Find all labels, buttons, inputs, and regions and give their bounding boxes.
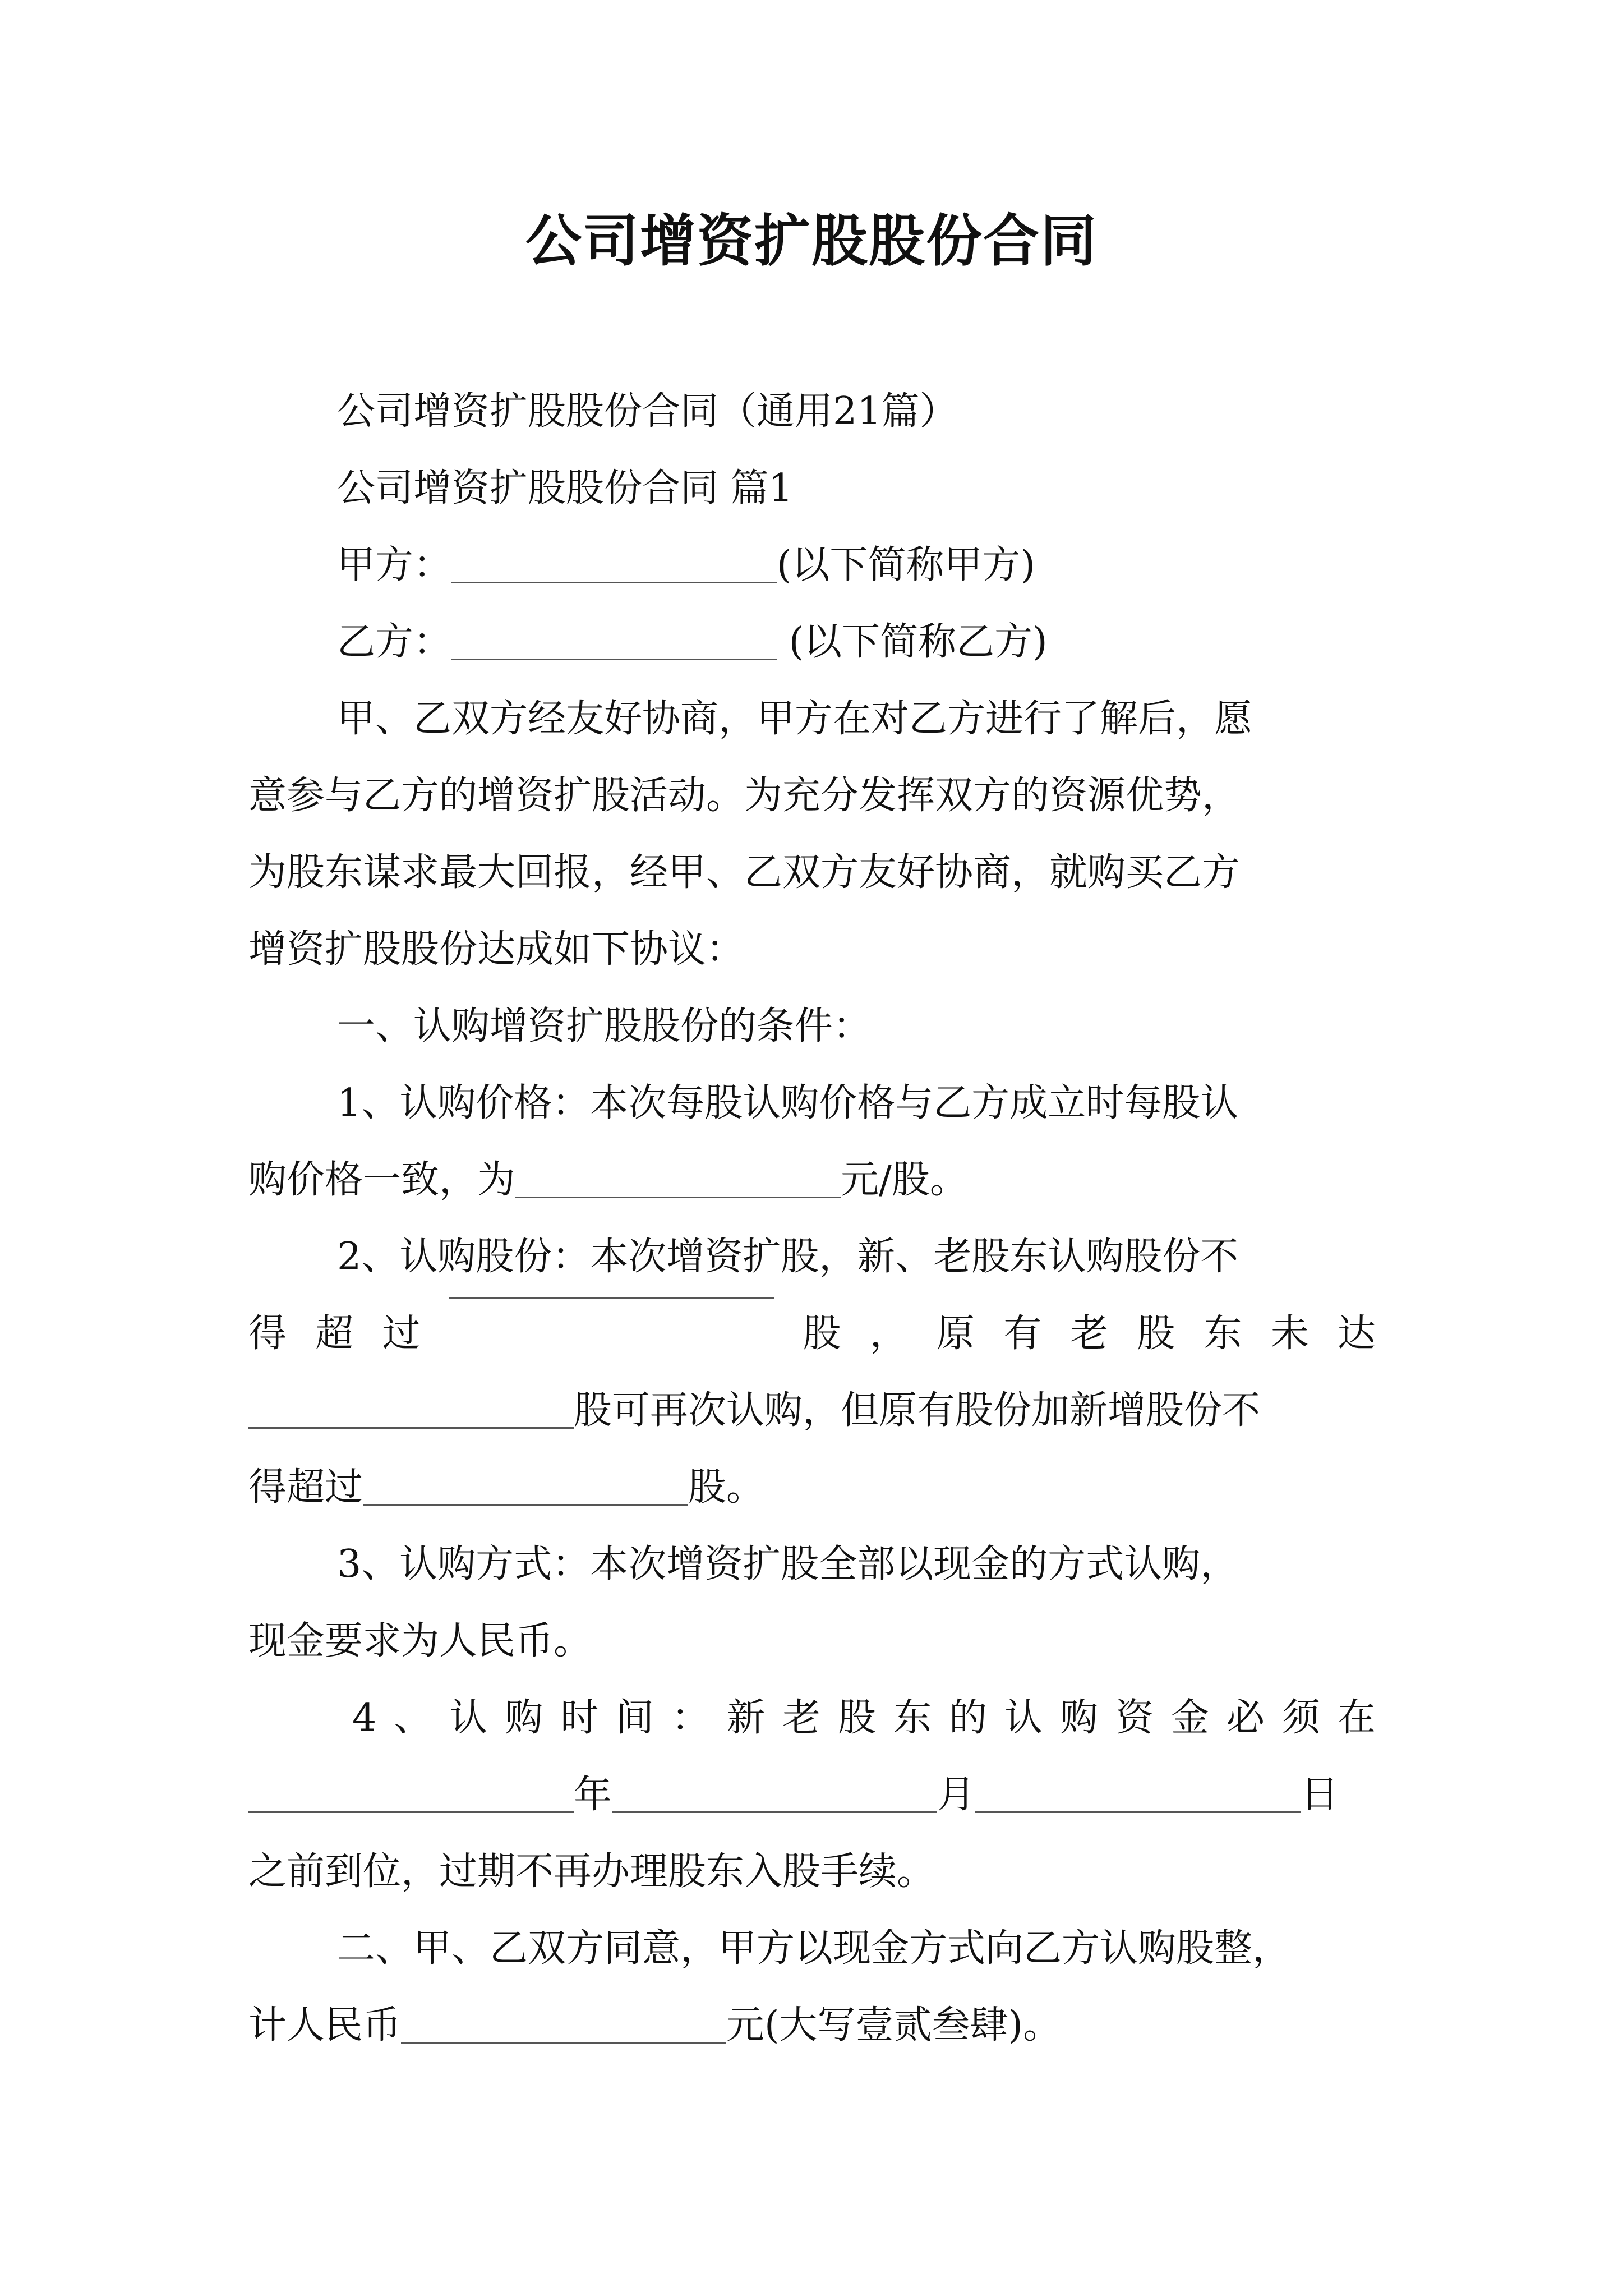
justified-char: 达 <box>1337 1312 1376 1356</box>
justified-char: 原 <box>936 1312 975 1356</box>
shares-total-label: 得超过 <box>248 1465 363 1510</box>
day-blank <box>975 1809 1301 1813</box>
party-b-note: (以下简称乙方) <box>777 620 1048 664</box>
price-line <box>248 1142 1376 1218</box>
paragraph-line: 为股东谋求最大回报，经甲、乙双方友好协商，就购买乙方 <box>248 850 1241 895</box>
shares-repurchase-text: 股可再次认购，但原有股份加新增股份不 <box>574 1388 1261 1433</box>
justified-char: 时 <box>560 1696 599 1740</box>
day-label: 日 <box>1301 1773 1339 1817</box>
paragraph-line: 二、甲、乙双方同意，甲方以现金方式向乙方认购股整， <box>337 1926 1291 1971</box>
paragraph-line: 意参与乙方的增资扩股活动。为充分发挥双方的资源优势， <box>248 774 1241 818</box>
justified-char: 新 <box>727 1696 766 1740</box>
year-blank <box>248 1809 574 1813</box>
amount-text: 元(大写壹贰叁肆)。 <box>726 2003 1062 2047</box>
shares-total-unit: 股。 <box>688 1465 765 1510</box>
amount-label: 计人民币 <box>248 2003 402 2047</box>
party-b-blank <box>451 656 777 660</box>
shares-limit-blank <box>449 1295 774 1299</box>
justified-char: 购 <box>1060 1696 1099 1740</box>
justified-char: 东 <box>1204 1312 1242 1356</box>
shares-limit-line <box>248 1295 1376 1372</box>
party-a-label: 甲方： <box>337 543 452 587</box>
justified-char: 须 <box>1281 1696 1320 1740</box>
justified-char: 股 <box>803 1312 841 1356</box>
paragraph-line: 2、认购股份：本次增资扩股，新、老股东认购股份不 <box>337 1235 1239 1279</box>
justified-char: 必 <box>1227 1696 1265 1740</box>
party-a-note: (以下简称甲方) <box>777 543 1036 587</box>
shares-total-line <box>248 1449 1376 1526</box>
price-blank <box>515 1194 841 1198</box>
shares-repurchase-blank <box>248 1425 574 1429</box>
paragraph-line: 之前到位，过期不再办理股东入股手续。 <box>248 1849 935 1894</box>
justified-char: 股 <box>838 1696 877 1740</box>
justified-char: ： <box>671 1696 710 1740</box>
amount-blank <box>401 2040 726 2044</box>
party-b-label: 乙方： <box>337 620 452 664</box>
justified-char: 认 <box>449 1696 488 1740</box>
justified-char: 在 <box>1337 1696 1376 1740</box>
justified-char: 、 <box>394 1696 432 1740</box>
paragraph-line: 增资扩股股份达成如下协议： <box>248 927 745 972</box>
paragraph-line: 公司增资扩股股份合同（通用21篇） <box>337 389 958 434</box>
price-label: 购价格一致，为 <box>248 1158 516 1202</box>
year-label: 年 <box>574 1773 612 1817</box>
shares-total-blank <box>363 1502 688 1506</box>
justified-char: 过 <box>382 1312 421 1356</box>
justified-char: 4 <box>352 1696 377 1740</box>
paragraph-line: 公司增资扩股股份合同 篇1 <box>337 466 793 510</box>
party-b-line <box>248 604 1376 680</box>
justified-char: 未 <box>1270 1312 1309 1356</box>
paragraph-line: 现金要求为人民币。 <box>248 1619 592 1663</box>
justified-char: 超 <box>315 1312 354 1356</box>
justified-char: 认 <box>1004 1696 1043 1740</box>
party-a-line <box>248 527 1376 604</box>
justified-char: 得 <box>248 1312 287 1356</box>
party-a-blank <box>451 579 777 583</box>
subscription-time-line <box>248 1680 1376 1756</box>
justified-char: 老 <box>782 1696 821 1740</box>
document-body <box>248 373 1376 2064</box>
justified-char: ， <box>869 1312 908 1356</box>
justified-char: 资 <box>1115 1696 1154 1740</box>
justified-char: 间 <box>616 1696 654 1740</box>
month-label: 月 <box>937 1773 976 1817</box>
amount-line <box>248 1987 1376 2064</box>
paragraph-line: 甲、乙双方经友好协商，甲方在对乙方进行了解后，愿 <box>337 697 1253 741</box>
justified-char: 的 <box>949 1696 988 1740</box>
justified-char: 股 <box>1137 1312 1175 1356</box>
document-title: 公司增资扩股股份合同 <box>525 208 1098 274</box>
date-line <box>248 1756 1376 1833</box>
shares-repurchase-line <box>248 1372 1376 1449</box>
justified-char: 购 <box>505 1696 543 1740</box>
justified-char: 金 <box>1171 1696 1210 1740</box>
paragraph-line: 3、认购方式：本次增资扩股全部以现金的方式认购， <box>337 1542 1239 1586</box>
price-unit: 元/股。 <box>841 1158 968 1202</box>
justified-char: 老 <box>1070 1312 1109 1356</box>
section-heading: 一、认购增资扩股股份的条件： <box>337 1004 872 1048</box>
paragraph-line: 1、认购价格：本次每股认购价格与乙方成立时每股认 <box>337 1081 1239 1125</box>
justified-char: 东 <box>893 1696 932 1740</box>
month-blank <box>612 1809 937 1813</box>
justified-char: 有 <box>1003 1312 1042 1356</box>
